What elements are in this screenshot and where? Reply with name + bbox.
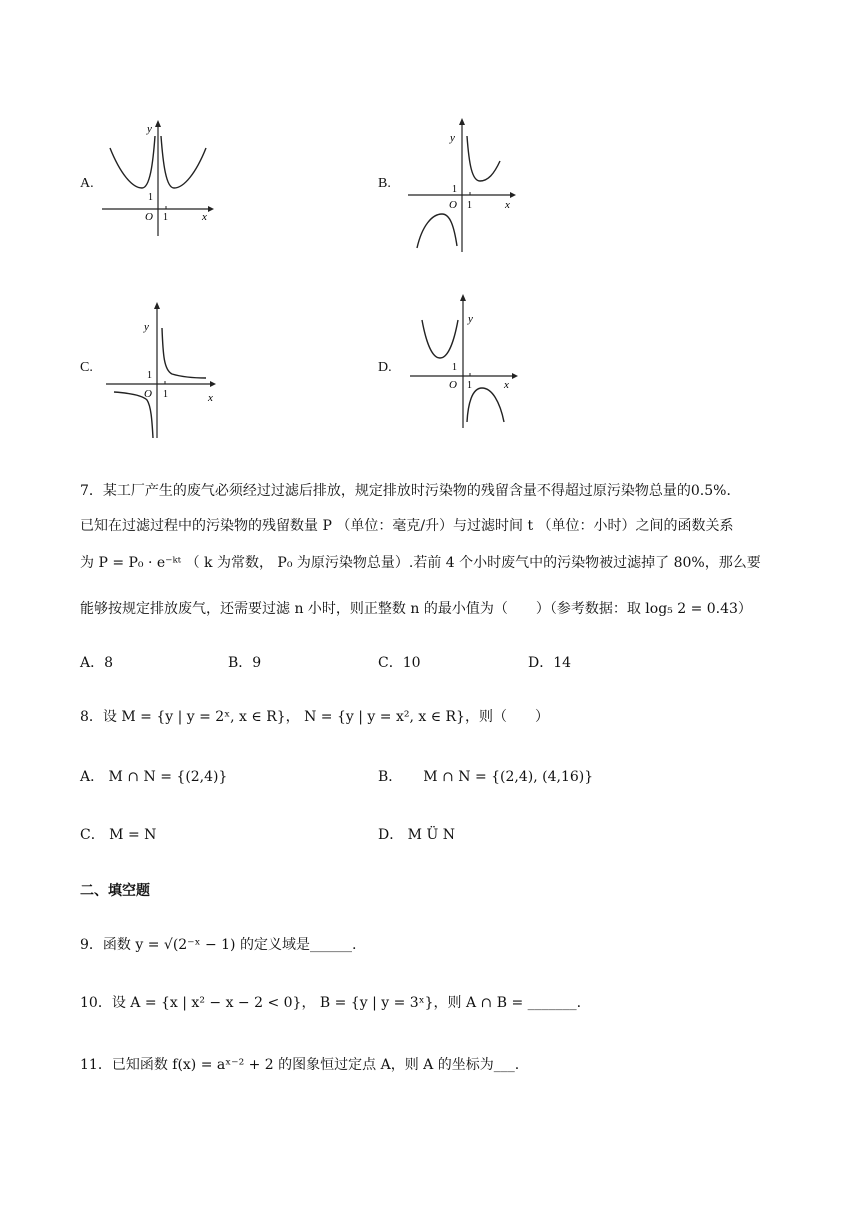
option-a-label: A. — [80, 176, 94, 191]
section-heading: 二、填空题 — [80, 883, 150, 899]
q7-option-c[interactable]: C．10 — [378, 655, 421, 671]
q7-option-a[interactable]: A．8 — [80, 655, 114, 671]
x-axis-label: x — [505, 199, 510, 211]
tick-1-x: 1 — [467, 380, 472, 391]
curve-right — [161, 136, 206, 188]
y-axis-arrow — [460, 294, 466, 301]
q8-stem: 8．设 M = {y | y = 2ˣ, x ∈ R}， N = {y | y = x², x ∈ R}，则（ ） — [80, 709, 549, 725]
x-axis-arrow — [512, 373, 518, 379]
tick-1-y: 1 — [452, 362, 457, 373]
q8-option-a[interactable]: A． M ∩ N = {(2,4)} — [80, 769, 228, 785]
curve-upper — [162, 328, 206, 378]
option-d-graph — [404, 292, 524, 432]
curve-lower — [467, 388, 504, 422]
option-c-label: C. — [80, 360, 93, 375]
q7-option-b[interactable]: B．9 — [228, 655, 262, 671]
tick-1-y: 1 — [147, 370, 152, 381]
q7-line1: 7．某工厂产生的废气必须经过过滤后排放，规定排放时污染物的残留含量不得超过原污染物总量的0.5%． — [80, 483, 741, 499]
x-axis-label: x — [208, 392, 213, 404]
option-d-label: D. — [378, 360, 392, 375]
y-axis-label: y — [468, 313, 473, 325]
q10: 10．设 A = {x | x² − x − 2 < 0}， B = {y | y = 3ˣ}，则 A ∩ B = _______. — [80, 995, 582, 1011]
tick-1-x: 1 — [163, 212, 168, 223]
y-axis-label: y — [147, 123, 152, 135]
y-axis-arrow — [459, 118, 465, 125]
q7-line2: 已知在过滤过程中的污染物的残留数量 P （单位：毫克/升）与过滤时间 t （单位：小时）之间的函数关系 — [80, 518, 734, 534]
origin-label: O — [145, 211, 153, 223]
curve-left — [110, 136, 155, 188]
origin-label: O — [144, 388, 152, 400]
y-axis-label: y — [450, 132, 455, 144]
y-axis-label: y — [144, 321, 149, 333]
q7-option-d[interactable]: D．14 — [528, 655, 572, 671]
y-axis-arrow — [155, 120, 161, 127]
option-c-graph — [102, 300, 222, 440]
x-axis-arrow — [510, 192, 516, 198]
x-axis-label: x — [504, 379, 509, 391]
q8-option-d[interactable]: D． M Ü N — [378, 827, 455, 843]
x-axis-arrow — [210, 381, 216, 387]
tick-1-x: 1 — [467, 200, 472, 211]
option-b-label: B. — [378, 176, 391, 191]
option-b-graph — [402, 116, 522, 256]
x-axis-label: x — [202, 211, 207, 223]
curve-lower — [417, 214, 457, 248]
tick-1-x: 1 — [163, 389, 168, 400]
option-a-graph — [100, 118, 220, 238]
tick-1-y: 1 — [148, 192, 153, 203]
q9: 9．函数 y = √(2⁻ˣ − 1) 的定义域是______. — [80, 937, 357, 953]
origin-label: O — [449, 379, 457, 391]
tick-1-y: 1 — [452, 184, 457, 195]
curve-upper — [422, 320, 458, 358]
q11: 11．已知函数 f(x) = aˣ⁻² + 2 的图象恒过定点 A，则 A 的坐标为___. — [80, 1057, 520, 1073]
q8-option-c[interactable]: C． M = N — [80, 827, 157, 843]
curve-upper — [467, 136, 500, 181]
x-axis-arrow — [208, 206, 214, 212]
q7-line4: 能够按规定排放废气，还需要过滤 n 小时，则正整数 n 的最小值为（ ）（参考数据：取 log₅ 2 = 0.43） — [80, 601, 752, 617]
q7-line3: 为 P = P₀ · e⁻ᵏᵗ （ k 为常数， P₀ 为原污染物总量）.若前 4 个小时废气中的污染物被过滤掉了 80%，那么要 — [80, 555, 761, 571]
q8-option-b[interactable]: B． M ∩ N = {(2,4), (4,16)} — [378, 769, 594, 785]
origin-label: O — [449, 199, 457, 211]
y-axis-arrow — [154, 302, 160, 309]
